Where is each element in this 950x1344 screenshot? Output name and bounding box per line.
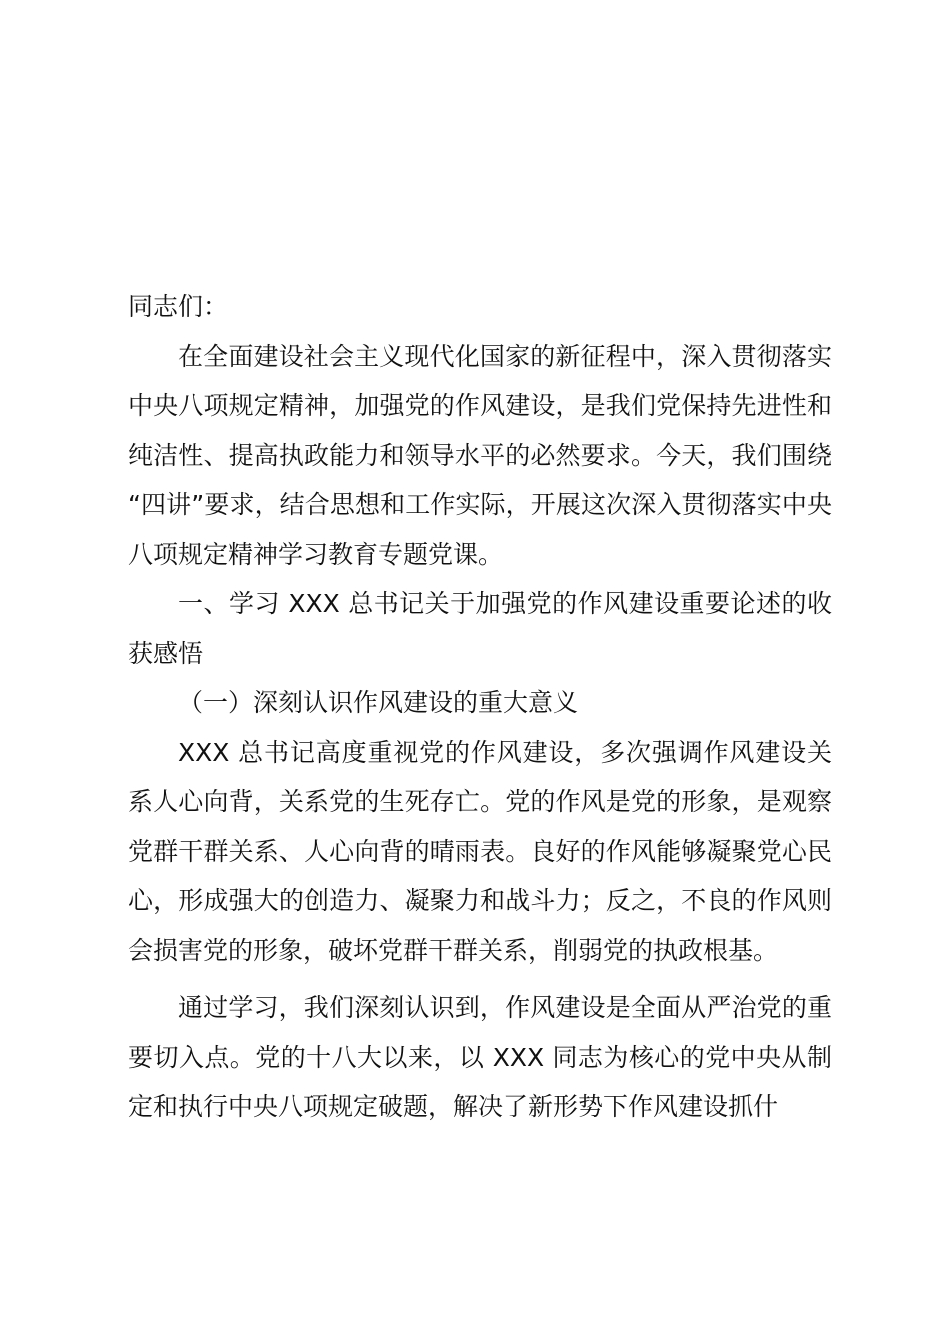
- section-heading-1: 一、学习 XXX 总书记关于加强党的作风建设重要论述的收获感悟: [128, 589, 832, 668]
- subsection-heading-1: （一）深刻认识作风建设的重大意义: [178, 688, 579, 717]
- body-paragraph-2: 通过学习，我们深刻认识到，作风建设是全面从严治党的重要切入点。党的十八大以来，以 XXX 同志为核心的党中央从制定和执行中央八项规定破题，解决了新形势下作风建设抓什: [128, 993, 832, 1121]
- body-paragraph-1: XXX 总书记高度重视党的作风建设，多次强调作风建设关系人心向背，关系党的生死存亡。党的作风是党的形象，是观察党群干群关系、人心向背的晴雨表。良好的作风能够凝聚党心民心，形成强大的创造力、凝聚力和战斗力；反之，不良的作风则会损害党的形象，破坏党群干群关系，削弱党的执政根基。: [128, 737, 832, 965]
- opening-paragraph: 在全面建设社会主义现代化国家的新征程中，深入贯彻落实中央八项规定精神，加强党的作风建设，是我们党保持先进性和纯洁性、提高执政能力和领导水平的必然要求。今天，我们围绕“四讲”要求，结合思想和工作实际，开展这次深入贯彻落实中央八项规定精神学习教育专题党课。: [128, 341, 832, 569]
- document-body: [128, 282, 832, 1132]
- salutation: 同志们：: [128, 292, 229, 321]
